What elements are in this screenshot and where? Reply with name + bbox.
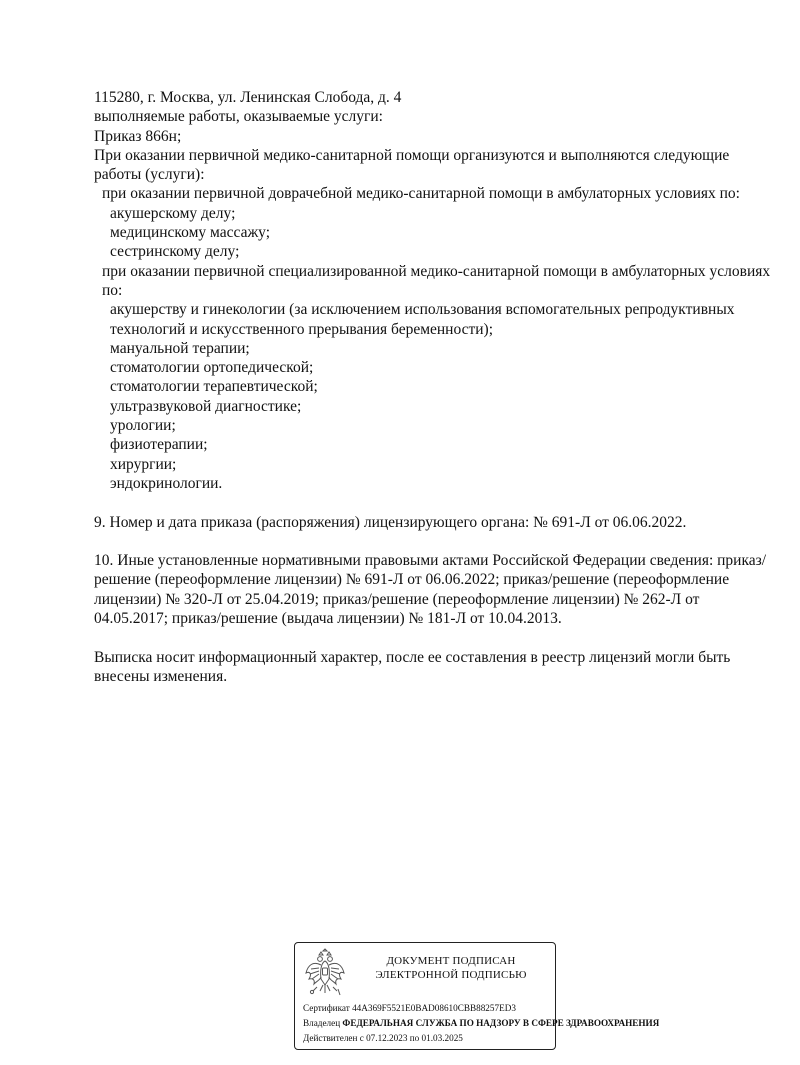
list-item: ультразвуковой диагностике; xyxy=(110,397,302,415)
valid-to-label: по xyxy=(409,1033,420,1043)
list-item: мануальной терапии; xyxy=(110,339,250,357)
valid-label: Действителен с xyxy=(303,1033,364,1043)
owner-value: ФЕДЕРАЛЬНАЯ СЛУЖБА ПО НАДЗОРУ В СФЕРЕ ЗДРАВООХРАНЕНИЯ xyxy=(342,1018,660,1028)
list-item: акушерскому делу; xyxy=(110,204,236,222)
list-item: урологии; xyxy=(110,417,176,435)
electronic-signature-stamp xyxy=(294,942,660,1050)
order-line: Приказ 866н; xyxy=(94,127,182,145)
certificate-line xyxy=(303,1001,603,1016)
list-item: стоматологии терапевтической; xyxy=(110,378,318,396)
document-body xyxy=(94,88,774,686)
certificate-value: 44A369F5521E0BAD08610CBB88257ED3 xyxy=(352,1003,516,1013)
stamp-heading xyxy=(351,955,551,982)
disclaimer-note: Выписка носит информационный характер, после ее составления в реестр лицензий могли быть внесены изменения. xyxy=(94,648,735,685)
spacer xyxy=(94,493,774,512)
works-label: выполняемые работы, оказываемые услуги: xyxy=(94,108,383,126)
item-9: 9. Номер и дата приказа (распоряжения) лицензирующего органа: № 691-Л от 06.06.2022. xyxy=(94,513,687,531)
primary-care-intro: При оказании первичной медико-санитарной помощи организуются и выполняются следующие работы (услуги): xyxy=(94,146,734,184)
primary-spec-heading: при оказании первичной специализированной медико-санитарной помощи в амбулаторных условиях по: xyxy=(102,262,774,299)
validity-line xyxy=(303,1031,603,1046)
valid-from: 07.12.2023 xyxy=(366,1033,408,1043)
address-line: 115280, г. Москва, ул. Ленинская Слобода, д. 4 xyxy=(94,89,402,106)
list-item: сестринскому делу; xyxy=(110,243,240,261)
list-item: эндокринологии. xyxy=(110,474,223,492)
spacer xyxy=(94,532,774,551)
stamp-heading-line-2: ЭЛЕКТРОННОЙ ПОДПИСЬЮ xyxy=(375,968,527,981)
double-headed-eagle-emblem-icon xyxy=(303,949,347,999)
list-item: физиотерапии; xyxy=(110,436,208,454)
list-item: стоматологии ортопедической; xyxy=(110,359,314,377)
owner-label: Владелец xyxy=(303,1018,341,1028)
list-item: акушерству и гинекологии (за исключением использования вспомогательных репродуктивных технологий и искусственного прерывания беременности); xyxy=(110,301,739,338)
stamp-heading-line-1: ДОКУМЕНТ ПОДПИСАН xyxy=(386,955,516,967)
certificate-label: Сертификат xyxy=(303,1003,350,1013)
stamp-details xyxy=(303,1001,660,1046)
list-item: медицинскому массажу; xyxy=(110,224,271,242)
list-item: хирургии; xyxy=(110,455,177,473)
spacer xyxy=(94,628,774,647)
item-10: 10. Иные установленные нормативными правовыми актами Российской Федерации сведения: приказ/решение (переоформление лицензии) № 691-Л от 06.06.2022; приказ/решение (переоформление лицензии) № 320-Л от 25.04.2019; приказ/решение (переоформление лицензии) № 262-Л от 04.05.2017; приказ/решение (выдача лицензии) № 181-Л от 10.04.2013. xyxy=(94,552,767,628)
valid-to: 01.03.2025 xyxy=(421,1033,463,1043)
owner-line xyxy=(303,1016,660,1031)
primary-pre-heading: при оказании первичной доврачебной медико-санитарной помощи в амбулаторных условиях по: xyxy=(102,185,740,203)
